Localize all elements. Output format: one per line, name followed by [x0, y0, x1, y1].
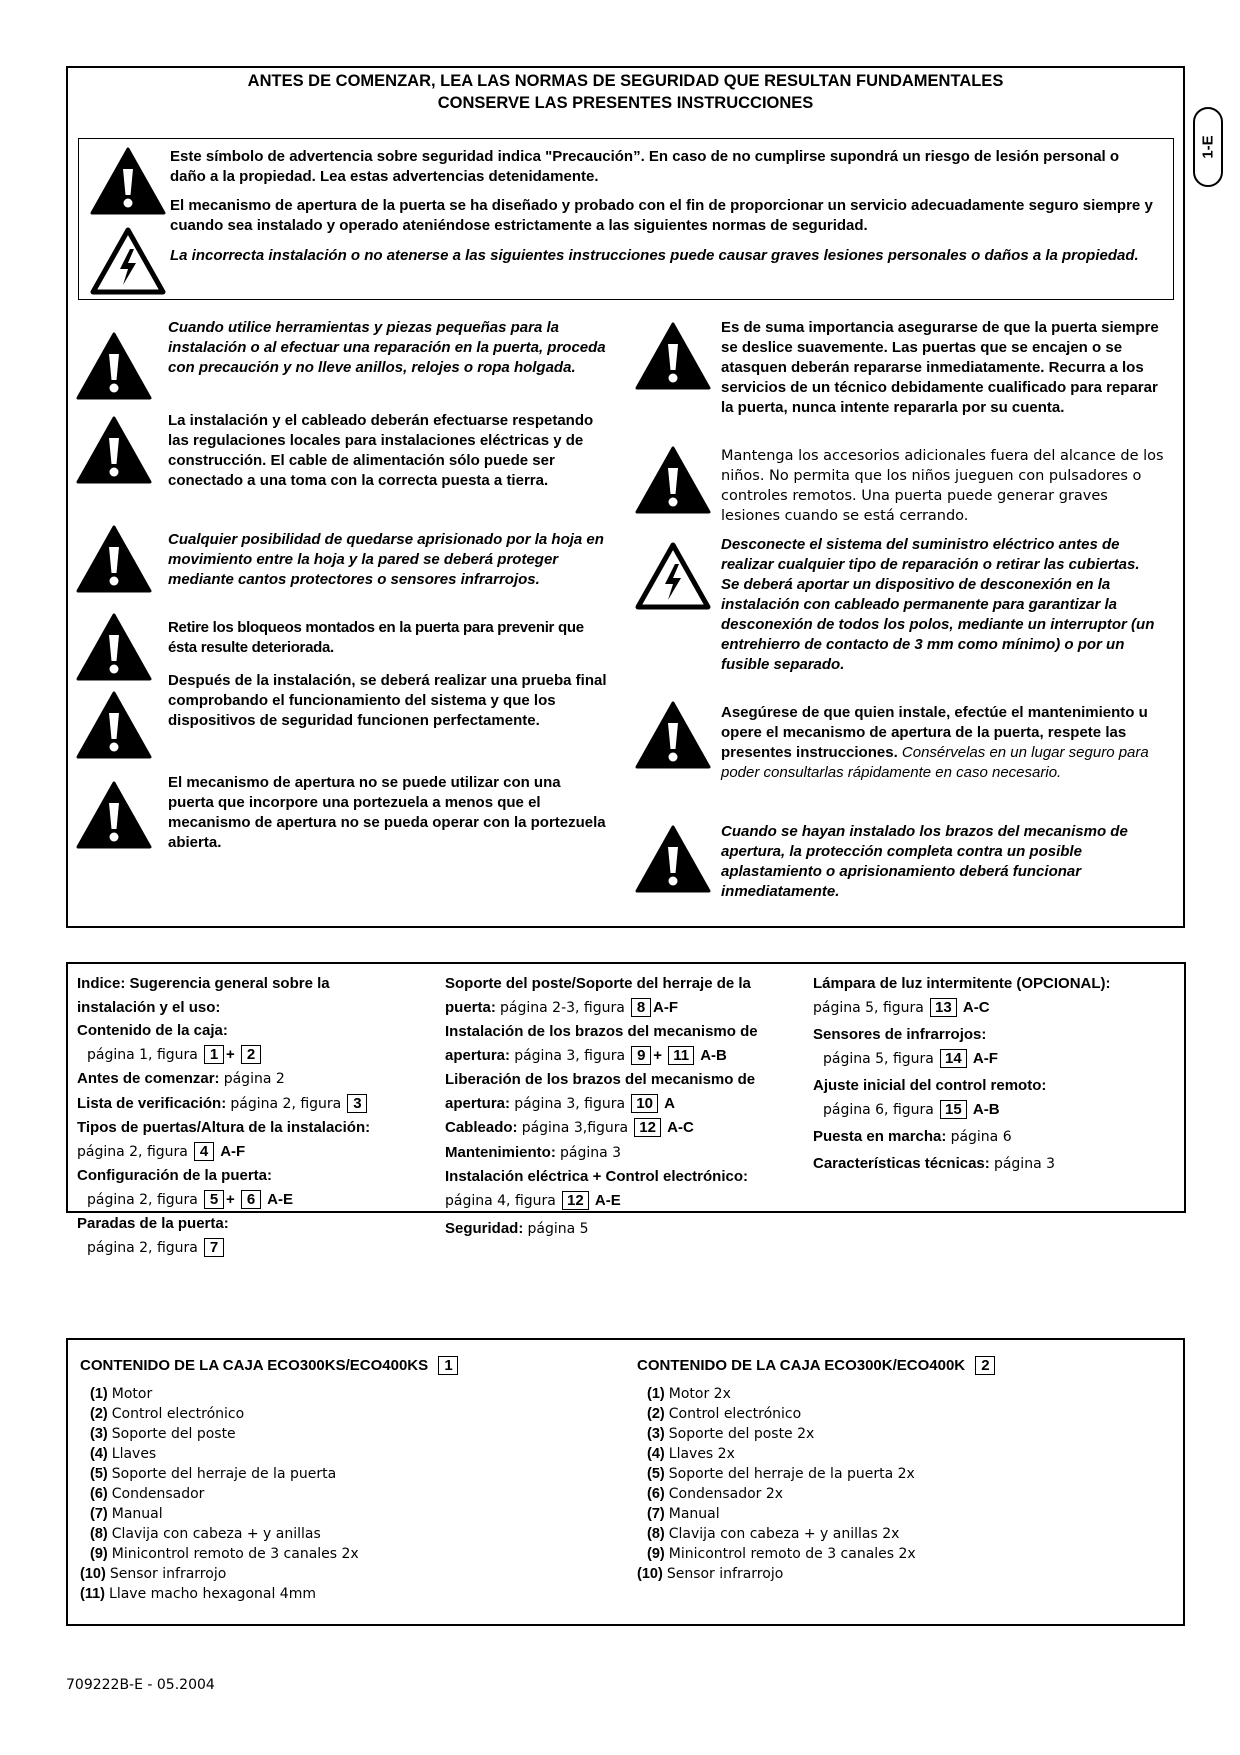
contents-right-title: CONTENIDO DE LA CAJA ECO300K/ECO400K — [637, 1357, 966, 1374]
electric-shock-icon — [90, 227, 166, 295]
contents-item — [80, 1404, 620, 1424]
index-entry-remote-ref — [813, 1098, 1173, 1123]
index-entry-maintenance — [445, 1141, 805, 1166]
index-entry-startup — [813, 1125, 1173, 1150]
index-section — [66, 962, 1186, 1256]
page-ref: página 1, figura — [87, 1046, 198, 1063]
figure-ref: 15 — [940, 1100, 967, 1119]
figure-range: A-E — [267, 1190, 293, 1208]
item-label: Manual — [111, 1506, 163, 1522]
warning-icon — [76, 613, 152, 681]
warning-icon — [635, 825, 711, 893]
item-label: Soporte del poste 2x — [668, 1426, 815, 1442]
index-column-1 — [77, 972, 437, 1260]
figure-range: A-E — [594, 1191, 621, 1209]
index-label: Mantenimiento: — [445, 1143, 556, 1161]
item-label: Condensador 2x — [668, 1486, 784, 1502]
item-label: Condensador — [111, 1486, 205, 1502]
warning-icon — [76, 691, 152, 759]
item-number: (6) — [90, 1486, 108, 1502]
item-label: Soporte del herraje de la puerta — [111, 1466, 337, 1482]
item-number: (1) — [90, 1386, 108, 1402]
index-entry-specs — [813, 1152, 1173, 1177]
figure-ref: 13 — [930, 998, 957, 1017]
figure-ref: 8 — [631, 998, 651, 1017]
figure-ref: 1 — [438, 1356, 458, 1375]
index-entry-checklist — [77, 1092, 437, 1117]
index-entry-flash-lamp-ref — [813, 996, 1173, 1021]
item-label: Soporte del herraje de la puerta 2x — [668, 1466, 915, 1482]
figure-ref: 3 — [347, 1094, 367, 1113]
warning-icon — [76, 525, 152, 593]
item-number: (7) — [90, 1506, 108, 1522]
index-entry-arms-install: Instalación de los brazos del mecanismo de — [445, 1023, 758, 1040]
figure-ref: 2 — [241, 1045, 261, 1064]
figure-range: A-C — [667, 1119, 694, 1136]
item-label: Motor — [111, 1386, 153, 1402]
figure-range: A-C — [962, 998, 990, 1016]
warning-icon — [635, 446, 711, 514]
figure-range: A-F — [972, 1049, 998, 1067]
intro-incorrect-install-text: La incorrecta instalación o no atenerse a las siguientes instrucciones puede causar graves lesiones personales o daños a la propiedad. — [170, 247, 1139, 264]
warning-icon — [76, 781, 152, 849]
figure-ref: 5 — [204, 1190, 224, 1209]
page-ref: página 6, figura — [823, 1101, 934, 1118]
safety-note-arms-installed: Cuando se hayan instalado los brazos del mecanismo de apertura, la protección completa contra un posible aplastamiento o aprisionamiento deberá funcionar inmediatamente. — [721, 823, 1128, 900]
index-column-3 — [813, 972, 1173, 1176]
item-number: (8) — [90, 1526, 108, 1542]
safety-note-smooth-gate: Es de suma importancia asegurarse de que la puerta siempre se deslice suavemente. Las puertas que se encajen o se atasquen deberán repararse inmediatamente. Recurra a los servicios de un técnico debidamente cualificado para reparar la puerta, nunca intente repararla por su cuenta. — [721, 319, 1159, 416]
contents-item — [637, 1504, 1167, 1524]
index-label: apertura: — [445, 1094, 511, 1112]
warning-icon — [635, 322, 711, 390]
index-label: Cableado: — [445, 1119, 518, 1136]
contents-right — [637, 1356, 1167, 1584]
index-entry-safety — [445, 1217, 805, 1242]
item-label: Clavija con cabeza + y anillas 2x — [668, 1526, 900, 1542]
item-label: Sensor infrarrojo — [109, 1566, 227, 1582]
item-label: Sensor infrarrojo — [666, 1566, 784, 1582]
contents-left — [80, 1356, 620, 1604]
index-label: Características técnicas: — [813, 1154, 990, 1172]
page-ref: página 3, figura — [514, 1095, 626, 1112]
page-ref: página 2, figura — [87, 1191, 198, 1208]
index-entry-gate-stops-ref — [77, 1236, 437, 1261]
contents-left-title: CONTENIDO DE LA CAJA ECO300KS/ECO400KS — [80, 1357, 429, 1374]
safety-title-line2: CONSERVE LAS PRESENTES INSTRUCCIONES — [437, 94, 814, 112]
index-label: puerta: — [445, 998, 496, 1016]
index-entry-post-bracket: Soporte del poste/Soporte del herraje de la — [445, 975, 751, 992]
safety-title — [68, 70, 1183, 114]
index-entry-infrared-ref — [813, 1047, 1173, 1072]
index-entry-arms-release-ref — [445, 1092, 805, 1117]
safety-note-disconnect — [721, 535, 1161, 675]
box-contents-section — [66, 1338, 1185, 1626]
item-number: (9) — [90, 1546, 108, 1562]
contents-item — [637, 1544, 1167, 1564]
figure-range: A-B — [700, 1046, 727, 1064]
item-number: (7) — [647, 1506, 665, 1522]
contents-item — [80, 1544, 620, 1564]
contents-item — [637, 1444, 1167, 1464]
index-entry-infrared: Sensores de infrarrojos: — [813, 1026, 987, 1043]
index-entry-post-bracket-ref — [445, 996, 805, 1021]
item-number: (1) — [647, 1386, 665, 1402]
figure-ref: 10 — [631, 1094, 658, 1113]
index-label: Lista de verificación: — [77, 1094, 227, 1112]
figure-ref: 1 — [204, 1045, 224, 1064]
page-ref: página 5, figura — [823, 1050, 934, 1067]
index-entry-wiring — [445, 1116, 805, 1141]
figure-ref: 4 — [194, 1142, 214, 1161]
item-number: (8) — [647, 1526, 665, 1542]
plus-sign: + — [653, 1046, 663, 1064]
item-label: Control electrónico — [668, 1406, 802, 1422]
index-entry-gate-types-ref — [77, 1140, 437, 1165]
index-entry-arms-install-ref — [445, 1044, 805, 1069]
page-ref: página 3 — [560, 1144, 622, 1161]
safety-note-wicket-door: El mecanismo de apertura no se puede utilizar con una puerta que incorpore una portezuela a menos que el mecanismo de apertura no se pueda operar con la portezuela abierta. — [168, 774, 606, 851]
contents-item — [637, 1424, 1167, 1444]
warning-icon — [76, 416, 152, 484]
contents-item — [80, 1584, 620, 1604]
index-entry-remote: Ajuste inicial del control remoto: — [813, 1077, 1047, 1094]
figure-range: A — [664, 1094, 675, 1112]
safety-note-disconnect-p2: Se deberá aportar un dispositivo de desconexión en la instalación con cableado permanente para garantizar la desconexión de todos los polos, mediante un interruptor (un entrehierro de contacto de 3 mm como mínimo) o por un fusible separado. — [721, 576, 1155, 673]
figure-range: A-F — [220, 1142, 246, 1160]
index-entry-gate-config: Configuración de la puerta: — [77, 1167, 273, 1184]
contents-left-list — [80, 1384, 620, 1604]
contents-item — [637, 1464, 1167, 1484]
contents-item — [637, 1484, 1167, 1504]
figure-ref: 11 — [668, 1046, 694, 1065]
page-tab — [1193, 107, 1223, 187]
document-code: 709222B-E - 05.2004 — [66, 1677, 215, 1693]
index-entry-box-contents: Contenido de la caja: — [77, 1022, 228, 1039]
index-entry-electrical-ref — [445, 1189, 805, 1214]
contents-item — [637, 1404, 1167, 1424]
safety-title-line1: ANTES DE COMENZAR, LEA LAS NORMAS DE SEGURIDAD QUE RESULTAN FUNDAMENTALES — [247, 72, 1004, 90]
item-label: Minicontrol remoto de 3 canales 2x — [668, 1546, 916, 1562]
item-number: (3) — [647, 1426, 665, 1442]
index-entry-before-start — [77, 1067, 437, 1092]
figure-range: A-B — [972, 1100, 1000, 1118]
page-ref: página 3 — [993, 1155, 1056, 1172]
contents-item — [80, 1524, 620, 1544]
safety-note-final-test: Después de la instalación, se deberá realizar una prueba final comprobando el funcionamiento del sistema y que los dispositivos de seguridad funcionen perfectamente. — [168, 672, 607, 729]
index-entry-arms-release: Liberación de los brazos del mecanismo de — [445, 1071, 756, 1088]
figure-ref: 2 — [975, 1356, 995, 1375]
intro-warning-text: Este símbolo de advertencia sobre seguridad indica "Precaución”. En caso de no cumplirse supondrá un riesgo de lesión personal o daño a la propiedad. Lea estas advertencias detenidamente. — [170, 148, 1120, 185]
item-label: Clavija con cabeza + y anillas — [111, 1526, 321, 1542]
item-label: Control electrónico — [111, 1406, 245, 1422]
safety-note-instructions — [721, 703, 1161, 783]
contents-item — [80, 1504, 620, 1524]
index-column-2 — [445, 972, 805, 1242]
warning-icon — [90, 147, 166, 215]
index-label: Puesta en marcha: — [813, 1128, 947, 1145]
contents-item — [80, 1484, 620, 1504]
index-entry-general: Indice: Sugerencia general sobre la — [77, 975, 330, 992]
figure-ref: 6 — [241, 1190, 261, 1209]
warning-icon — [635, 701, 711, 769]
safety-note-trapping: Cualquier posibilidad de quedarse aprisionado por la hoja en movimiento entre la hoja y la pared se deberá proteger mediante cantos protectores o sensores infrarrojos. — [168, 531, 604, 588]
index-entry-gate-stops: Paradas de la puerta: — [77, 1215, 229, 1232]
page-ref: página 3,figura — [521, 1120, 629, 1136]
electric-shock-icon — [635, 542, 711, 610]
figure-ref: 9 — [631, 1046, 651, 1065]
item-number: (2) — [90, 1406, 108, 1422]
item-label: Llaves — [111, 1446, 157, 1462]
item-label: Llave macho hexagonal 4mm — [109, 1586, 316, 1602]
page-tab-label: 1-E — [1199, 135, 1217, 159]
page-ref: página 4, figura — [445, 1192, 556, 1209]
page-ref: página 2, figura — [230, 1095, 342, 1112]
index-entry-general-cont: instalación y el uso: — [77, 998, 221, 1016]
item-number: (9) — [647, 1546, 665, 1562]
safety-note-instructions-keep: Consérvelas en un lugar seguro para poder consultarlas rápidamente en caso necesario. — [721, 744, 1149, 781]
index-label: Seguridad: — [445, 1220, 524, 1237]
warning-icon — [76, 332, 152, 400]
contents-right-list — [637, 1384, 1167, 1584]
contents-left-heading — [80, 1356, 620, 1376]
item-number: (4) — [90, 1446, 108, 1462]
safety-note-wiring: La instalación y el cableado deberán efectuarse respetando las regulaciones locales para instalaciones eléctricas y de construcción. El cable de alimentación sólo puede ser conectado a una toma con la correcta puesta a tierra. — [168, 412, 594, 489]
item-number: (5) — [90, 1466, 108, 1482]
item-number: (6) — [647, 1486, 665, 1502]
plus-sign: + — [226, 1045, 235, 1063]
figure-ref: 12 — [634, 1118, 661, 1137]
item-number: (11) — [80, 1586, 105, 1602]
safety-note-instructions-main: Asegúrese de que quien instale, efectúe el mantenimiento u opere el mecanismo de apertura de la puerta, respete las presentes instrucciones. — [721, 704, 1148, 761]
contents-item — [80, 1424, 620, 1444]
index-entry-gate-config-ref — [77, 1188, 437, 1213]
index-entry-gate-types: Tipos de puertas/Altura de la instalación: — [77, 1119, 371, 1136]
figure-ref: 7 — [204, 1238, 224, 1257]
contents-item — [637, 1524, 1167, 1544]
contents-item — [80, 1564, 620, 1584]
figure-ref: 12 — [562, 1191, 589, 1210]
item-label: Minicontrol remoto de 3 canales 2x — [111, 1546, 359, 1562]
intro-design-text: El mecanismo de apertura de la puerta se ha diseñado y probado con el fin de proporcionar un servicio adecuadamente seguro siempre y cuando sea instalado y operado ateniéndose estrictamente a las siguientes normas de seguridad. — [170, 197, 1153, 234]
index-entry-electrical: Instalación eléctrica + Control electrónico: — [445, 1168, 749, 1185]
contents-item — [637, 1384, 1167, 1404]
figure-range: A-F — [653, 998, 679, 1016]
page-ref: página 2, figura — [87, 1239, 198, 1256]
item-number: (5) — [647, 1466, 665, 1482]
item-number: (10) — [80, 1566, 106, 1582]
contents-item — [80, 1464, 620, 1484]
item-number: (2) — [647, 1406, 665, 1422]
item-number: (4) — [647, 1446, 665, 1462]
safety-note-children: Mantenga los accesorios adicionales fuera del alcance de los niños. No permita que los niños jueguen con pulsadores o controles remotos. Una puerta puede generar graves lesiones cuando se está cerrando. — [721, 448, 1164, 524]
index-entry-flash-lamp: Lámpara de luz intermitente (OPCIONAL): — [813, 975, 1111, 992]
safety-section — [66, 66, 1185, 928]
index-entry-box-contents-ref — [77, 1043, 437, 1068]
item-label: Soporte del poste — [111, 1426, 236, 1442]
contents-item — [637, 1564, 1167, 1584]
contents-item — [80, 1384, 620, 1404]
index-label: Antes de comenzar: — [77, 1070, 220, 1087]
item-label: Motor 2x — [668, 1386, 731, 1402]
page-ref: página 5, figura — [813, 999, 924, 1016]
safety-note-locks: Retire los bloqueos montados en la puerta para prevenir que ésta resulte deteriorada. — [168, 619, 584, 656]
page-ref: página 3, figura — [514, 1047, 626, 1064]
intro-box — [78, 138, 1174, 300]
contents-item — [80, 1444, 620, 1464]
page-ref: página 6 — [950, 1129, 1012, 1145]
page-ref: página 2, figura — [77, 1143, 188, 1160]
item-number: (10) — [637, 1566, 663, 1582]
safety-note-tools: Cuando utilice herramientas y piezas pequeñas para la instalación o al efectuar una reparación en la puerta, proceda con precaución y no lleve anillos, relojes o ropa holgada. — [168, 319, 606, 376]
plus-sign: + — [226, 1190, 235, 1208]
item-label: Manual — [668, 1506, 720, 1522]
safety-note-disconnect-p1: Desconecte el sistema del suministro eléctrico antes de realizar cualquier tipo de reparación o retirar las cubiertas. — [721, 536, 1140, 573]
page-ref: página 2-3, figura — [500, 999, 625, 1016]
index-label: apertura: — [445, 1046, 511, 1064]
page-ref: página 2 — [223, 1071, 285, 1087]
page-ref: página 5 — [527, 1221, 589, 1237]
contents-right-heading — [637, 1356, 1167, 1376]
item-label: Llaves 2x — [668, 1446, 735, 1462]
figure-ref: 14 — [940, 1049, 967, 1068]
item-number: (3) — [90, 1426, 108, 1442]
